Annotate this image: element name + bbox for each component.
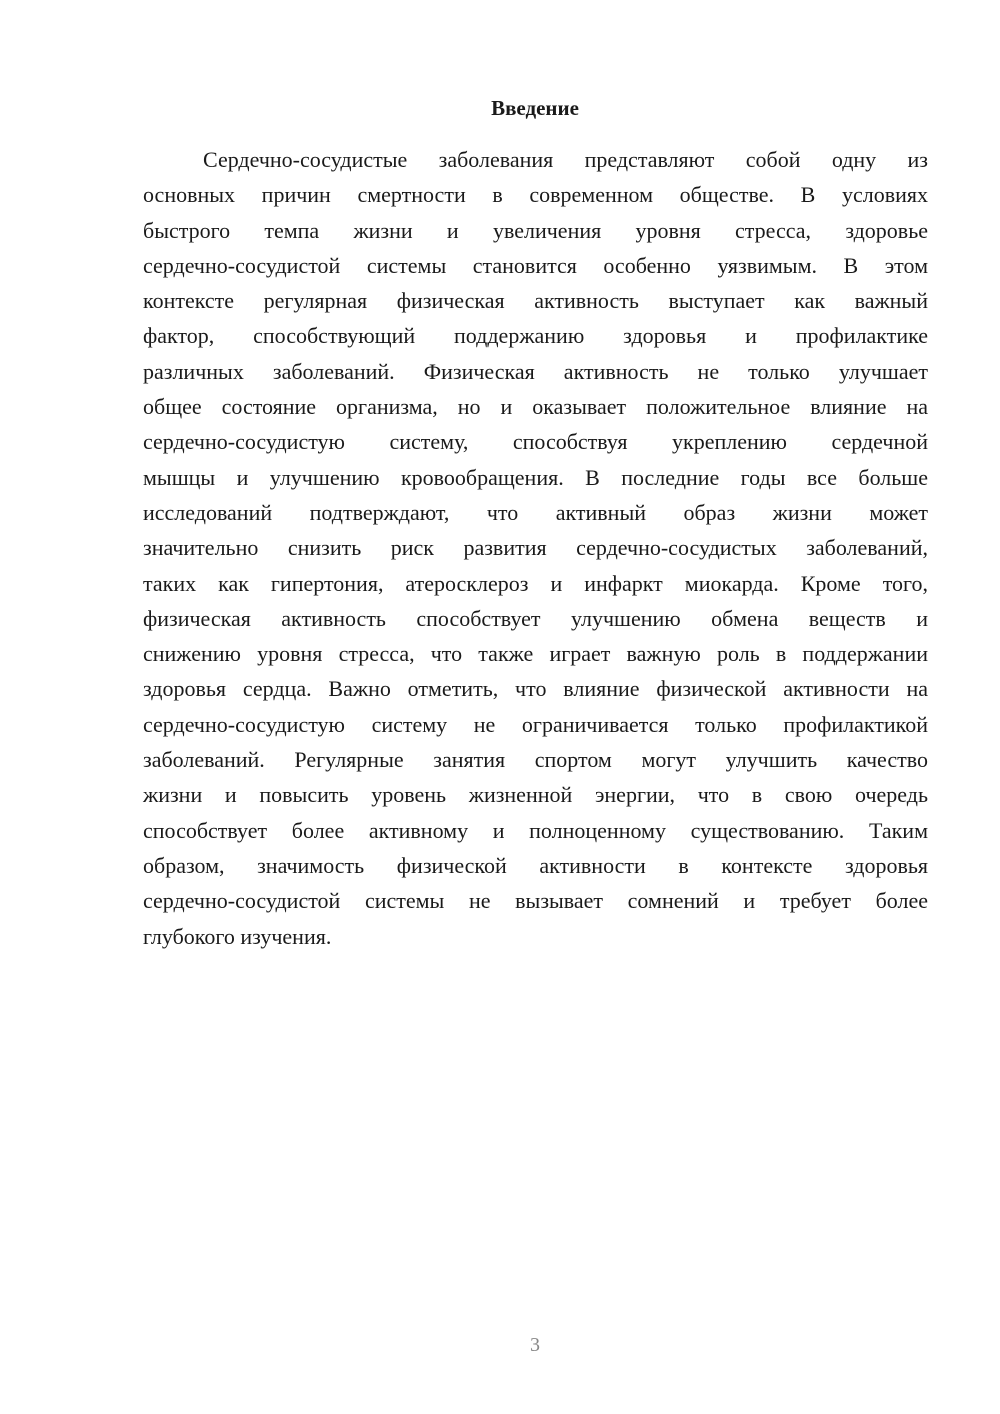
text-line: физическая активность способствует улучшению обмена веществ и xyxy=(143,605,928,631)
section-heading: Введение xyxy=(491,96,579,120)
text-line: здоровья сердца. Важно отметить, что влияние физической активности на xyxy=(143,676,928,702)
text-line: общее состояние организма, но и оказывает положительное влияние на xyxy=(143,394,928,420)
text-line: сердечно-сосудистую систему, способствуя укреплению сердечной xyxy=(143,429,928,455)
text-line: сердечно-сосудистой системы становится особенно уязвимым. В этом xyxy=(143,252,928,278)
text-line: заболеваний. Регулярные занятия спортом могут улучшить качество xyxy=(143,747,928,773)
text-line: различных заболеваний. Физическая активность не только улучшает xyxy=(143,358,928,384)
text-line: образом, значимость физической активности в контексте здоровья xyxy=(143,852,928,878)
text-line: значительно снизить риск развития сердечно-сосудистых заболеваний, xyxy=(143,535,928,561)
text-line: глубокого изучения. xyxy=(143,923,332,949)
text-line: фактор, способствующий поддержанию здоровья и профилактике xyxy=(143,323,928,349)
text-line: снижению уровня стресса, что также играет важную роль в поддержании xyxy=(143,641,928,667)
text-line: быстрого темпа жизни и увеличения уровня стресса, здоровье xyxy=(143,217,928,243)
body-paragraph xyxy=(143,142,928,954)
text-line: основных причин смертности в современном обществе. В условиях xyxy=(143,182,928,208)
text-line: сердечно-сосудистой системы не вызывает сомнений и требует более xyxy=(143,888,928,914)
text-line: сердечно-сосудистую систему не ограничивается только профилактикой xyxy=(143,711,928,737)
text-line: исследований подтверждают, что активный образ жизни может xyxy=(143,499,928,525)
text-line: способствует более активному и полноценному существованию. Таким xyxy=(143,817,928,843)
text-line: Сердечно-сосудистые заболевания представляют собой одну из xyxy=(203,147,928,172)
text-line: таких как гипертония, атеросклероз и инфаркт миокарда. Кроме того, xyxy=(143,570,928,596)
text-line: мышцы и улучшению кровообращения. В последние годы все больше xyxy=(143,464,928,490)
text-line: контексте регулярная физическая активность выступает как важный xyxy=(143,288,928,314)
page-number: 3 xyxy=(530,1334,540,1356)
text-line: жизни и повысить уровень жизненной энергии, что в свою очередь xyxy=(143,782,928,808)
